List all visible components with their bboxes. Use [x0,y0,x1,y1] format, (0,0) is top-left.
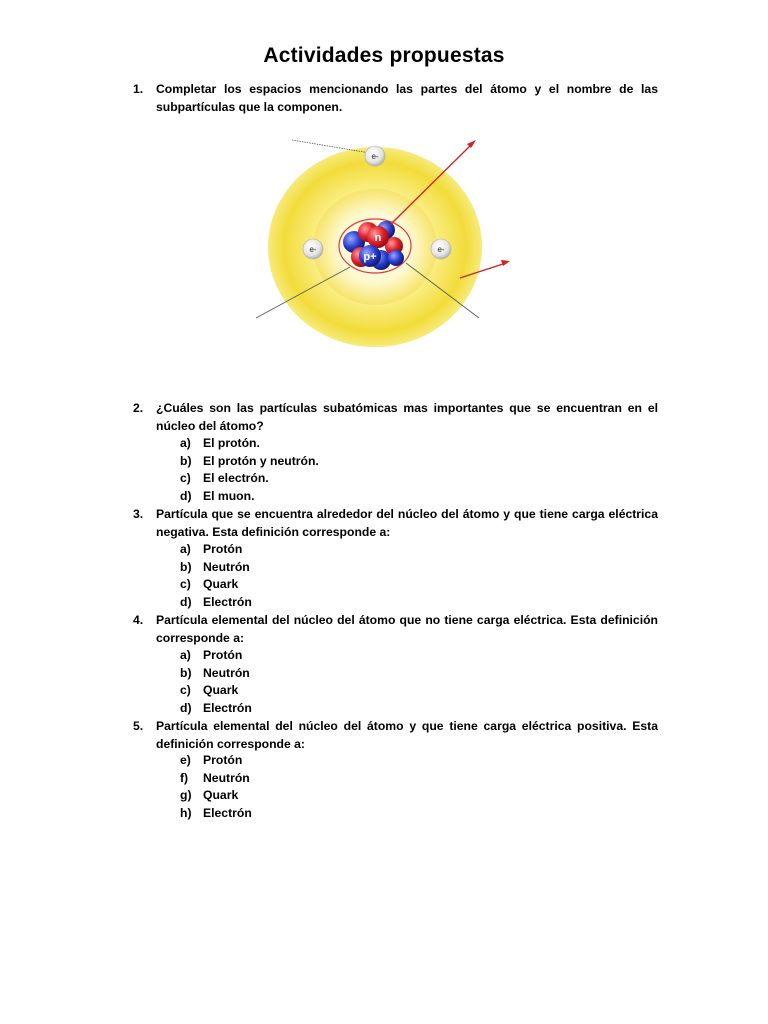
atom-diagram [250,130,520,350]
option-text: El protón y neutrón. [203,453,319,468]
svg-text:e-: e- [309,245,317,254]
option-letter: c) [180,471,191,486]
option-text: Electrón [203,594,252,609]
option-letter: d) [180,700,192,715]
option-item [0,805,768,823]
question-number: 5. [133,719,144,733]
option-text: Protón [203,753,243,767]
question-text: Partícula elemental del núcleo del átomo que no tiene carga eléctrica. Esta definición corresponde a: [156,613,658,645]
electron-left [303,239,323,259]
electron-top [365,146,385,166]
option-item [0,488,768,506]
neutron-particle [388,250,404,266]
option-item [0,770,768,788]
question-number: 3. [133,507,144,521]
option-item [0,787,768,805]
option-letter: a) [180,436,191,450]
option-text: El protón. [203,436,260,450]
option-item [0,647,768,665]
electron-right [431,239,451,259]
option-letter: g) [180,788,192,803]
option-text: El electrón. [203,471,269,486]
question-text: Completar los espacios mencionando las partes del átomo y el nombre de las subpartículas que la componen. [156,82,658,114]
proton-label: p+ [363,251,377,263]
option-text: Neutrón [203,770,250,785]
option-text: Quark [203,788,239,803]
question-number: 1. [133,82,144,96]
option-item [0,453,768,471]
option-item [0,541,768,559]
option-text: Electrón [203,700,252,715]
option-letter: h) [180,805,192,820]
option-letter: b) [180,453,192,468]
option-item [0,470,768,488]
option-letter: b) [180,559,192,574]
option-letter: b) [180,665,192,680]
option-item [0,700,768,718]
option-text: Electrón [203,805,252,820]
svg-text:e-: e- [437,245,445,254]
svg-text:e-: e- [371,152,379,161]
option-item [0,594,768,612]
option-text: Protón [203,542,243,556]
option-item [0,559,768,577]
option-text: Protón [203,648,243,662]
option-letter: e) [180,753,191,767]
atom-illustration [250,130,520,350]
question-number: 2. [133,401,144,415]
option-letter: a) [180,542,191,556]
page-title: Actividades propuestas [263,44,505,67]
option-letter: c) [180,683,191,698]
option-text: El muon. [203,488,255,503]
option-text: Quark [203,683,239,698]
option-text: Neutrón [203,665,250,680]
question-text: ¿Cuáles son las partículas subatómicas mas importantes que se encuentran en el núcleo del átomo? [156,401,658,433]
question-number: 4. [133,613,144,627]
option-letter: d) [180,488,192,503]
option-text: Quark [203,577,239,592]
option-item [0,665,768,683]
option-letter: f) [180,770,189,785]
neutron-label: n [374,232,382,244]
option-item [0,435,768,453]
option-item [0,752,768,770]
question-text: Partícula elemental del núcleo del átomo y que tiene carga eléctrica positiva. Esta definición corresponde a: [156,719,658,751]
nucleus [339,219,411,273]
option-text: Neutrón [203,559,250,574]
option-letter: a) [180,648,191,662]
option-item [0,682,768,700]
option-letter: d) [180,594,192,609]
question-text: Partícula que se encuentra alrededor del núcleo del átomo y que tiene carga eléctrica negativa. Esta definición corresponde a: [156,507,658,539]
option-item [0,576,768,594]
option-letter: c) [180,577,191,592]
